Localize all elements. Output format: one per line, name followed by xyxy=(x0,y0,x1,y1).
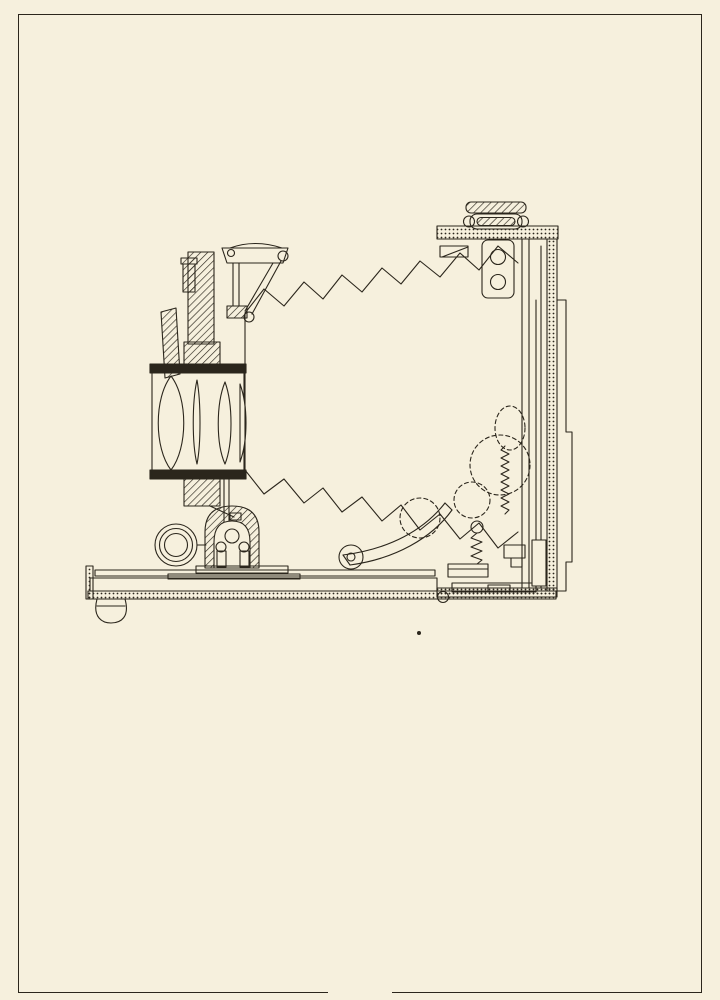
camera-body-drawing xyxy=(437,202,572,597)
lens-element xyxy=(218,382,231,464)
bellows-drawing xyxy=(245,246,518,548)
extension-knob xyxy=(96,599,127,623)
lens-assembly-drawing xyxy=(150,252,246,526)
grip-ring-drawing xyxy=(155,524,206,566)
lens-element xyxy=(193,380,200,464)
viewfinder-drawing xyxy=(222,244,288,323)
compur-shutter-block xyxy=(184,479,220,506)
camera-side-elevation-diagram xyxy=(30,145,690,675)
finder-mirror-strut xyxy=(252,261,281,314)
standard-base-drawing xyxy=(168,506,300,579)
carry-strap xyxy=(466,202,526,213)
struts-drawing xyxy=(339,498,452,569)
height-adjust-knob xyxy=(183,264,195,292)
page-number xyxy=(328,960,392,998)
strap-lug xyxy=(464,216,475,227)
strap-lug xyxy=(518,216,529,227)
print-dot xyxy=(417,631,421,635)
spiral-spring xyxy=(501,446,509,514)
lens-element xyxy=(158,376,184,470)
